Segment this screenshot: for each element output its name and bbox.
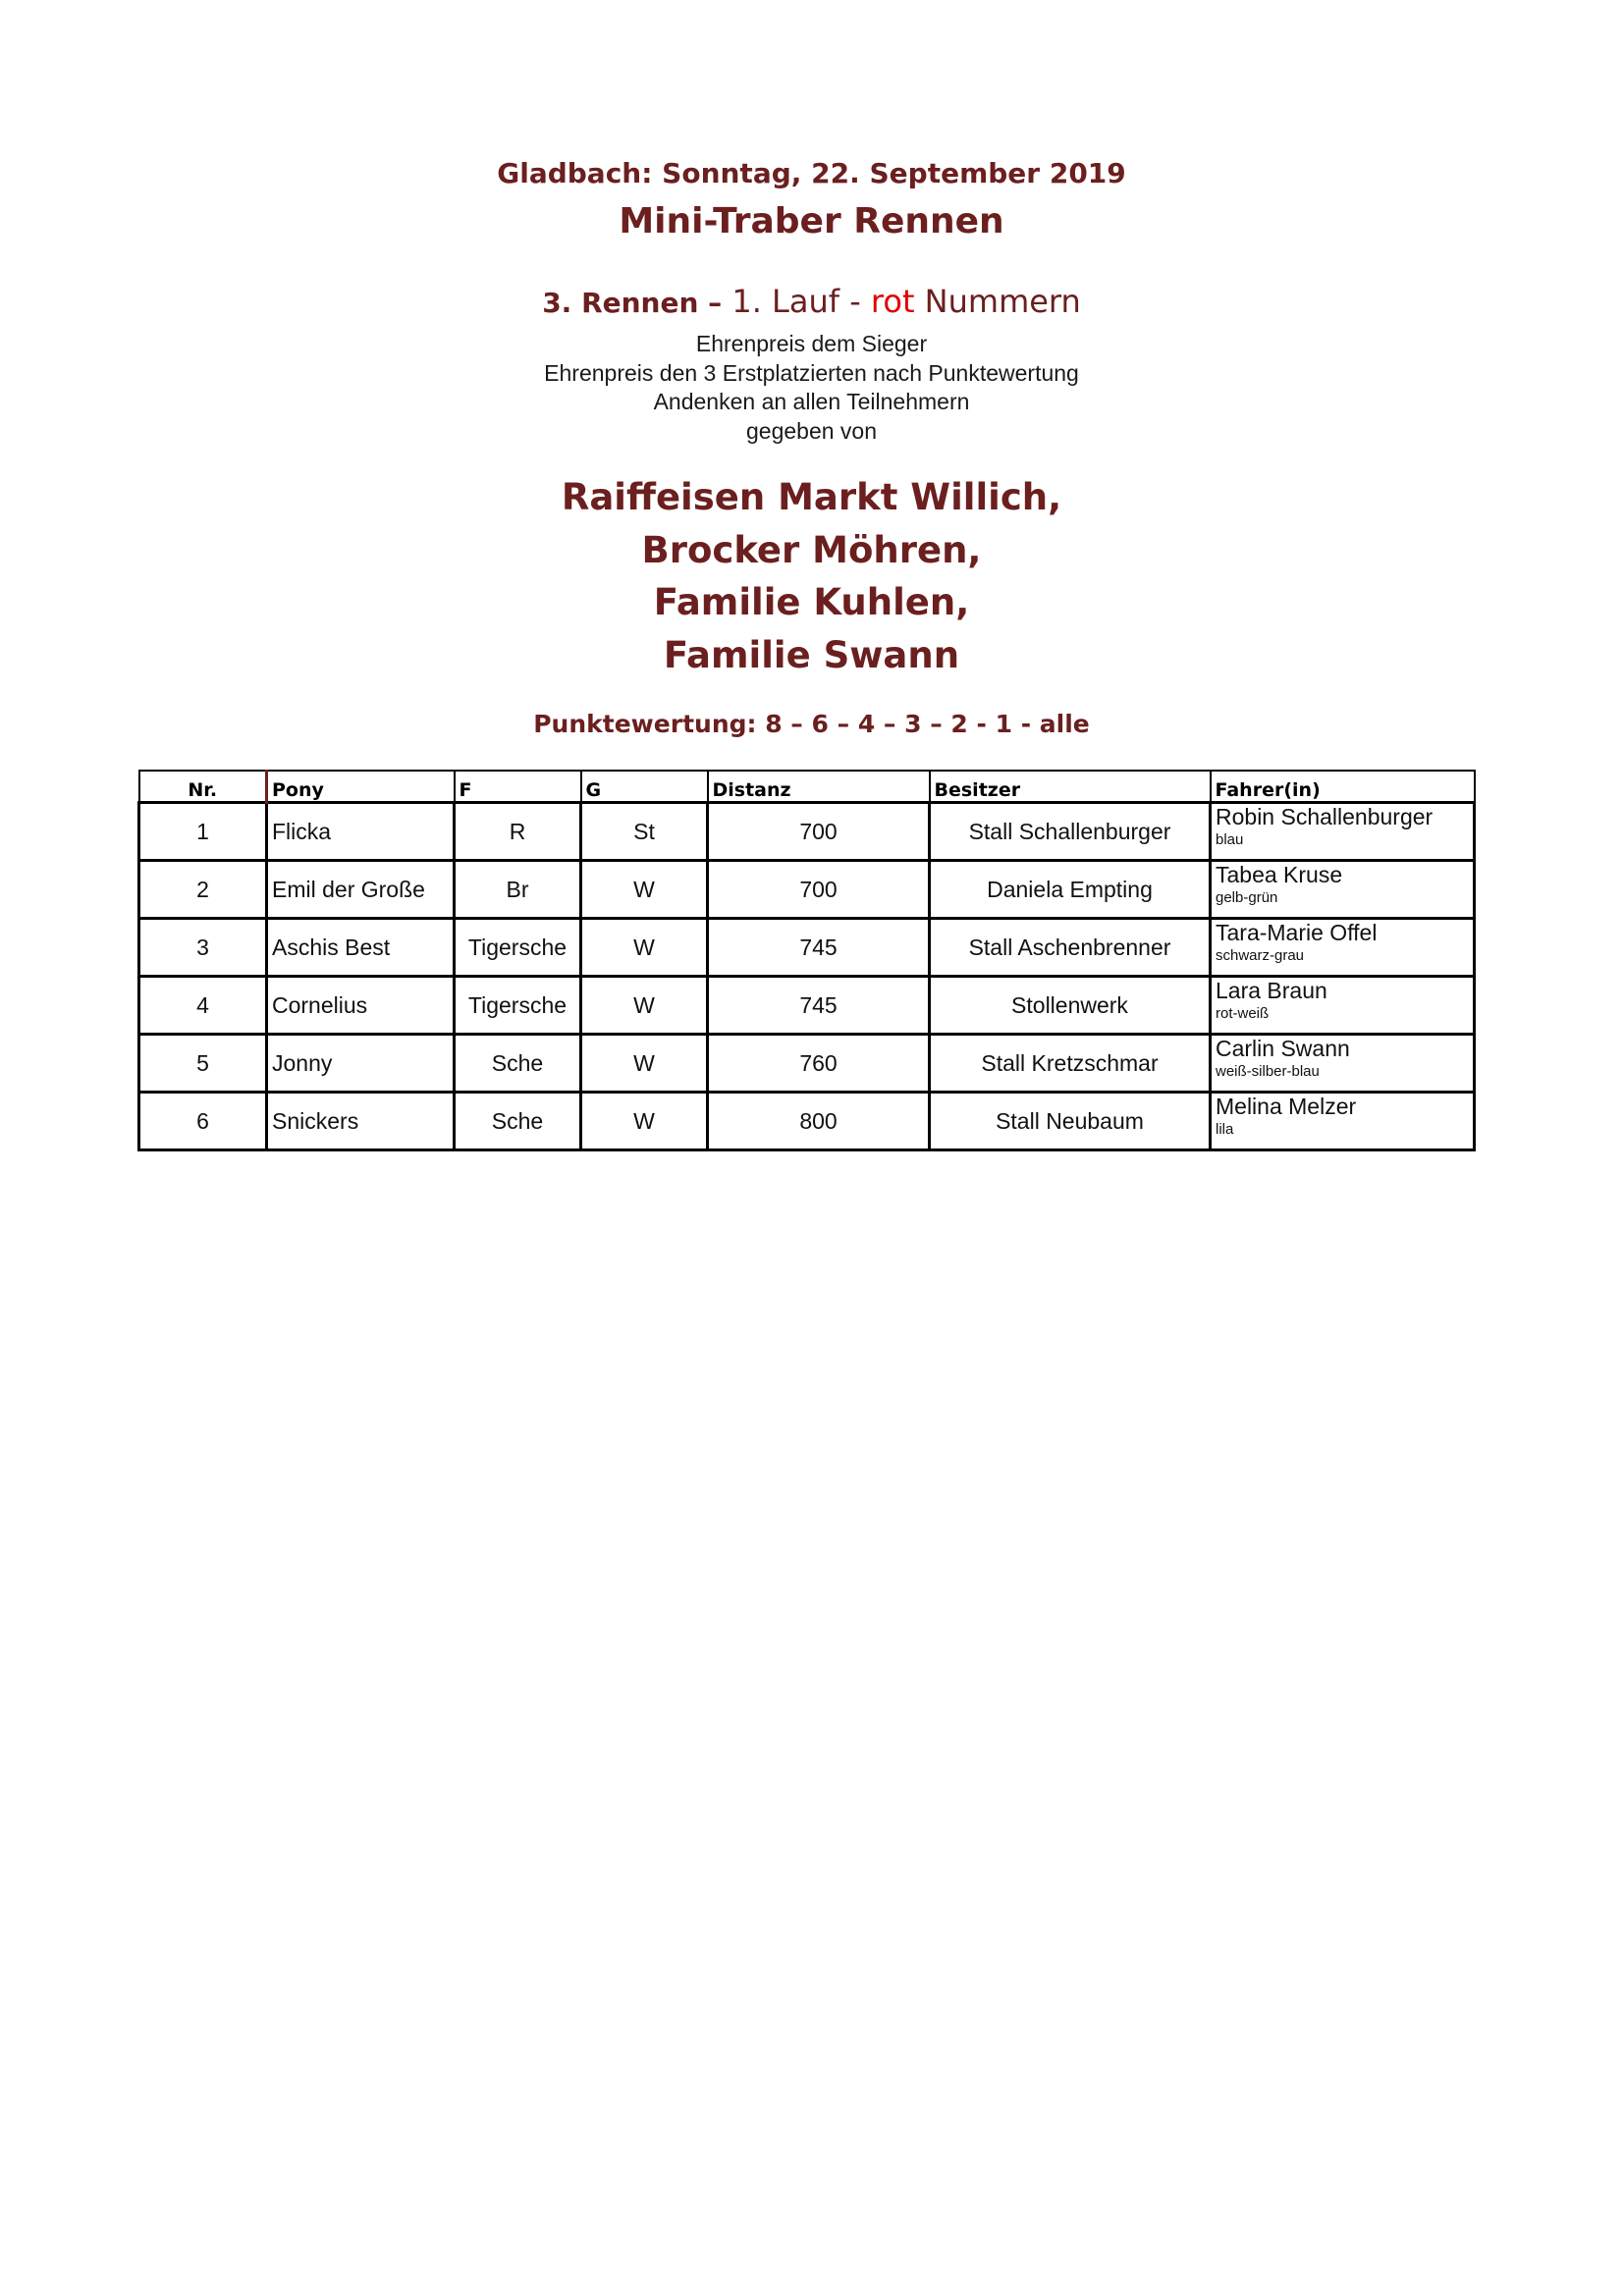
prize-list — [0, 330, 1623, 446]
cell-nr: 2 — [139, 861, 267, 919]
race-heading — [0, 283, 1623, 320]
column-header-nr: Nr. — [139, 771, 267, 803]
driver-name: Melina Melzer — [1216, 1094, 1357, 1119]
cell-besitzer: Stall Schallenburger — [930, 803, 1211, 861]
cell-distanz: 745 — [708, 977, 930, 1035]
driver-name: Lara Braun — [1216, 978, 1327, 1003]
driver-color: gelb-grün — [1216, 889, 1278, 906]
race-title: Mini-Traber Rennen — [619, 201, 1004, 241]
number-color: rot — [870, 283, 915, 320]
cell-g: St — [581, 803, 708, 861]
cell-pony: Flicka — [267, 803, 455, 861]
cell-besitzer: Daniela Empting — [930, 861, 1211, 919]
cell-pony: Cornelius — [267, 977, 455, 1035]
cell-g: W — [581, 861, 708, 919]
cell-f: Tigersche — [455, 919, 581, 977]
table-row — [139, 1093, 1475, 1150]
cell-fahrer — [1211, 803, 1475, 861]
table-row — [139, 861, 1475, 919]
driver-color: schwarz-grau — [1216, 947, 1305, 964]
cell-pony: Aschis Best — [267, 919, 455, 977]
cell-besitzer: Stollenwerk — [930, 977, 1211, 1035]
driver-color: blau — [1216, 831, 1244, 848]
cell-pony: Snickers — [267, 1093, 455, 1150]
sponsor-name: Brocker Möhren, — [641, 528, 982, 571]
table-row — [139, 803, 1475, 861]
cell-nr: 5 — [139, 1035, 267, 1093]
cell-distanz: 700 — [708, 803, 930, 861]
sponsor-name: Familie Kuhlen, — [653, 581, 970, 623]
cell-fahrer — [1211, 919, 1475, 977]
heat-label: 1. Lauf - — [731, 283, 861, 320]
driver-name: Tara-Marie Offel — [1216, 920, 1378, 945]
column-header-distanz: Distanz — [708, 771, 930, 803]
cell-besitzer: Stall Aschenbrenner — [930, 919, 1211, 977]
column-header-g: G — [581, 771, 708, 803]
prize-line: Ehrenpreis den 3 Erstplatzierten nach Punktewertung — [544, 359, 1079, 386]
cell-distanz: 760 — [708, 1035, 930, 1093]
table-row — [139, 1035, 1475, 1093]
column-header-f: F — [455, 771, 581, 803]
date-line: Gladbach: Sonntag, 22. September 2019 — [497, 157, 1126, 189]
driver-color: lila — [1216, 1121, 1234, 1138]
table-row — [139, 977, 1475, 1035]
cell-nr: 3 — [139, 919, 267, 977]
column-header-pony: Pony — [267, 771, 455, 803]
cell-g: W — [581, 919, 708, 977]
cell-distanz: 700 — [708, 861, 930, 919]
table-row — [139, 919, 1475, 977]
cell-g: W — [581, 1093, 708, 1150]
driver-name: Tabea Kruse — [1216, 862, 1343, 887]
cell-besitzer: Stall Neubaum — [930, 1093, 1211, 1150]
cell-nr: 4 — [139, 977, 267, 1035]
cell-distanz: 800 — [708, 1093, 930, 1150]
cell-fahrer — [1211, 1035, 1475, 1093]
driver-color: weiß-silber-blau — [1216, 1063, 1320, 1080]
cell-f: Sche — [455, 1035, 581, 1093]
column-header-fahrer: Fahrer(in) — [1211, 771, 1475, 803]
cell-fahrer — [1211, 1093, 1475, 1150]
cell-pony: Emil der Große — [267, 861, 455, 919]
scoring-line: Punktewertung: 8 – 6 – 4 – 3 – 2 - 1 - alle — [533, 710, 1090, 738]
driver-name: Carlin Swann — [1216, 1036, 1350, 1061]
cell-f: Br — [455, 861, 581, 919]
cell-pony: Jonny — [267, 1035, 455, 1093]
cell-fahrer — [1211, 861, 1475, 919]
entries-table — [137, 770, 1476, 1151]
cell-f: Sche — [455, 1093, 581, 1150]
cell-g: W — [581, 1035, 708, 1093]
sponsor-list — [0, 471, 1623, 681]
prize-line: gegeben von — [745, 417, 877, 444]
column-header-besitzer: Besitzer — [930, 771, 1211, 803]
sponsor-name: Raiffeisen Markt Willich, — [561, 476, 1062, 518]
cell-f: Tigersche — [455, 977, 581, 1035]
table-header-row — [139, 771, 1475, 803]
prize-line: Andenken an allen Teilnehmern — [653, 389, 970, 414]
numbers-label: Nummern — [924, 283, 1081, 320]
cell-distanz: 745 — [708, 919, 930, 977]
cell-f: R — [455, 803, 581, 861]
cell-nr: 1 — [139, 803, 267, 861]
cell-g: W — [581, 977, 708, 1035]
sponsor-name: Familie Swann — [663, 633, 960, 676]
cell-nr: 6 — [139, 1093, 267, 1150]
race-number: 3. Rennen – — [542, 287, 723, 319]
cell-fahrer — [1211, 977, 1475, 1035]
prize-line: Ehrenpreis dem Sieger — [695, 331, 928, 356]
cell-besitzer: Stall Kretzschmar — [930, 1035, 1211, 1093]
driver-name: Robin Schallenburger — [1216, 804, 1434, 829]
driver-color: rot-weiß — [1216, 1005, 1270, 1022]
